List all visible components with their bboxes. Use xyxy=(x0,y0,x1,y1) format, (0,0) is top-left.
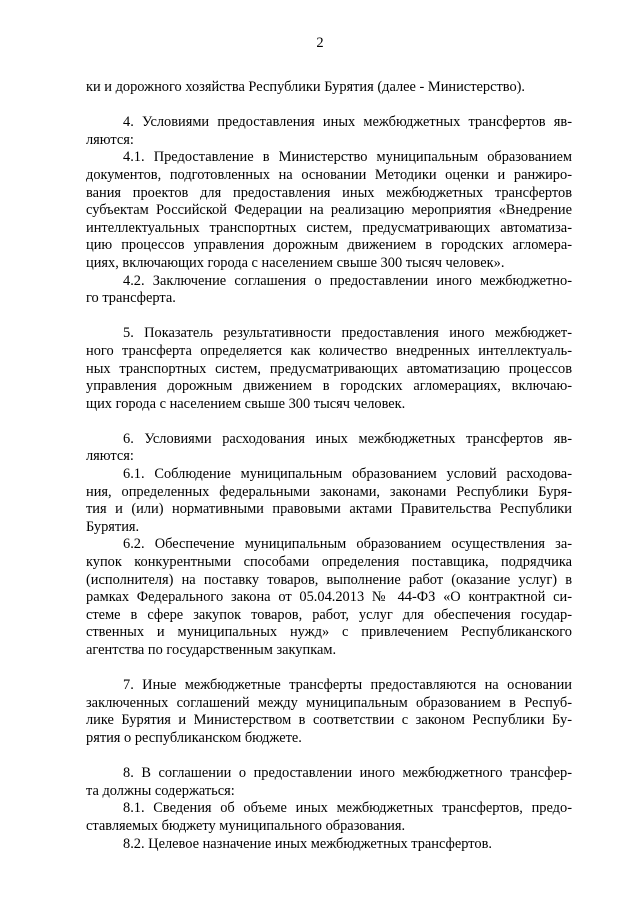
paragraph-continuation xyxy=(86,79,572,97)
paragraph-gap xyxy=(86,308,572,326)
text-line: 4. Условиями предоставления иных межбюджетных трансфертов яв- xyxy=(123,114,572,131)
document-body xyxy=(86,79,572,853)
text-line: 6. Условиями расходования иных межбюджетных трансфертов яв- xyxy=(123,430,572,447)
text-line: стеме в сфере закупок товаров, работ, услуг для обеспечения государ- xyxy=(86,606,572,623)
text-line: документов, подготовленных на основании Методики оценки и ранжиро- xyxy=(86,166,572,183)
paragraph-item-6 xyxy=(86,431,572,466)
text-line: ного трансферта определяется как количество внедренных интеллектуаль- xyxy=(86,342,572,359)
text-line: та должны содержаться: xyxy=(86,782,235,799)
text-line: рамках Федерального закона от 05.04.2013 № 44-ФЗ «О контрактной си- xyxy=(86,589,572,606)
paragraph-item-8-1 xyxy=(86,800,572,835)
paragraph-item-8-2 xyxy=(86,836,572,854)
paragraph-item-6-2 xyxy=(86,536,572,659)
text-line: управления дорожным движением в городских агломерациях, включаю- xyxy=(86,378,572,395)
text-line: рятия о республиканском бюджете. xyxy=(86,729,302,746)
text-line: го трансферта. xyxy=(86,290,176,307)
text-line: тия и (или) нормативными правовыми актами Правительства Республики xyxy=(86,501,572,518)
text-line: ных транспортных систем, предусматривающих автоматизацию процессов xyxy=(86,360,572,377)
paragraph-item-7 xyxy=(86,677,572,747)
text-line: интеллектуальных транспортных систем, предусматривающих автоматиза- xyxy=(86,219,572,236)
text-line: ляются: xyxy=(86,448,134,465)
text-line: 6.1. Соблюдение муниципальным образованием условий расходова- xyxy=(123,466,572,483)
paragraph-gap xyxy=(86,660,572,678)
text-line: 4.2. Заключение соглашения о предоставлении иного межбюджетно- xyxy=(123,272,572,289)
paragraph-item-6-1 xyxy=(86,466,572,536)
text-line: цию процессов управления дорожным движением в городских агломера- xyxy=(86,237,572,254)
text-line: купок конкурентными способами определения поставщика, подрядчика xyxy=(86,554,572,571)
text-line: субъектам Российской Федерации на реализацию мероприятия «Внедрение xyxy=(86,202,572,219)
page-number: 2 xyxy=(316,35,324,51)
text-line: агентства по государственным закупкам. xyxy=(86,642,337,658)
paragraph-item-4-2 xyxy=(86,273,572,308)
text-line: 5. Показатель результативности предоставления иного межбюджет- xyxy=(123,325,572,342)
text-line: 8.2. Целевое назначение иных межбюджетных трансфертов. xyxy=(123,835,492,852)
text-line: ляются: xyxy=(86,131,134,148)
text-line: ставляемых бюджету муниципального образования. xyxy=(86,817,406,834)
text-line: ки и дорожного хозяйства Республики Бурятия (далее - Министерство). xyxy=(86,79,526,95)
text-line: (исполнителя) на поставку товаров, выполнение работ (оказание услуг) в xyxy=(86,571,572,588)
text-line: вания проектов для предоставления иных межбюджетных трансфертов xyxy=(86,184,572,201)
text-line: 4.1. Предоставление в Министерство муниципальным образованием xyxy=(123,149,572,166)
text-line: заключенных соглашений между муниципальным образованием в Респуб- xyxy=(86,694,572,711)
text-line: 8.1. Сведения об объеме иных межбюджетных трансфертов, предо- xyxy=(123,800,572,817)
text-line: лике Бурятия и Министерством в соответствии с законом Республики Бу- xyxy=(86,712,572,729)
paragraph-item-5 xyxy=(86,325,572,413)
text-line: Бурятия. xyxy=(86,518,140,535)
paragraph-gap xyxy=(86,413,572,431)
text-line: циях, включающих города с населением свыше 300 тысяч человек». xyxy=(86,254,505,271)
text-line: 7. Иные межбюджетные трансферты предоставляются на основании xyxy=(123,677,572,694)
text-line: 8. В соглашении о предоставлении иного межбюджетного трансфер- xyxy=(123,765,572,782)
text-line: 6.2. Обеспечение муниципальным образованием осуществления за- xyxy=(123,536,572,553)
text-line: ния, определенных федеральными законами, законами Республики Буря- xyxy=(86,483,572,500)
paragraph-item-4-1 xyxy=(86,149,572,272)
text-line: щих города с населением свыше 300 тысяч человек. xyxy=(86,395,406,412)
paragraph-item-8 xyxy=(86,765,572,800)
paragraph-gap xyxy=(86,97,572,115)
paragraph-item-4 xyxy=(86,114,572,149)
text-line: ственных и муниципальных нужд» с привлечением Республиканского xyxy=(86,624,572,641)
paragraph-gap xyxy=(86,748,572,766)
